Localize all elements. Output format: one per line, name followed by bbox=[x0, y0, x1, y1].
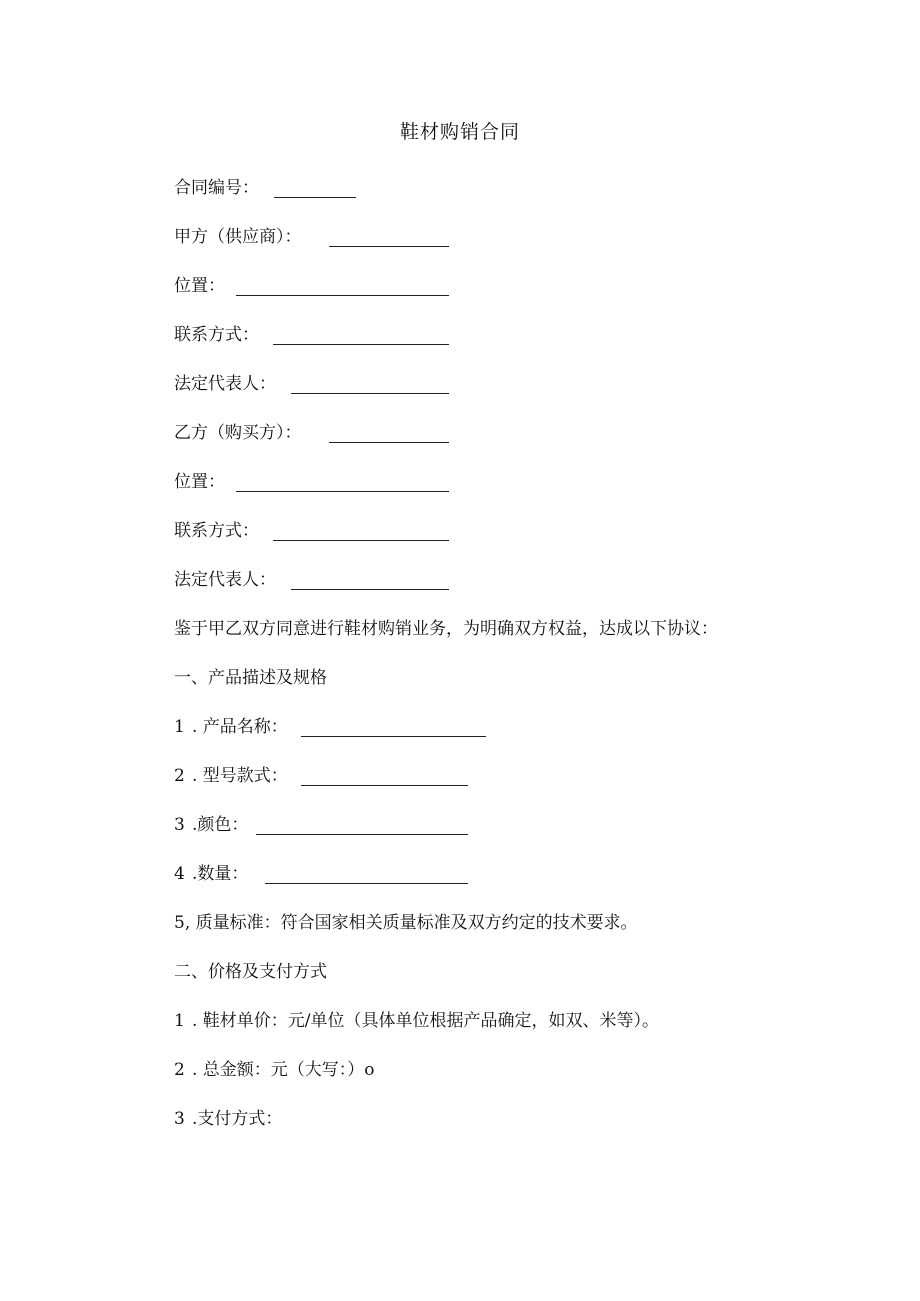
party-a-location-label: 位置： bbox=[174, 276, 225, 296]
party-a-location-blank bbox=[236, 295, 449, 296]
preamble-paragraph: 鉴于甲乙双方同意进行鞋材购销业务，为明确双方权益，达成以下协议： bbox=[174, 619, 718, 639]
section-2-item-3 bbox=[174, 1108, 282, 1130]
section-1-item-2 bbox=[174, 765, 288, 787]
party-b-location-blank bbox=[236, 491, 449, 492]
party-b-location-label: 位置： bbox=[174, 472, 225, 492]
item-number: 2 bbox=[174, 1060, 185, 1080]
party-a-contact-label: 联系方式： bbox=[174, 325, 259, 345]
section-1-item-3 bbox=[174, 814, 248, 836]
item-text: .数量： bbox=[192, 864, 249, 884]
item-number: 1 bbox=[174, 1011, 185, 1031]
section-1-item-1 bbox=[174, 716, 288, 738]
item-text: . 型号款式： bbox=[192, 766, 288, 786]
party-b-blank bbox=[329, 442, 449, 443]
item-text: .颜色： bbox=[192, 815, 249, 835]
section-2-item-1 bbox=[174, 1010, 659, 1032]
section-2-heading: 二、价格及支付方式 bbox=[174, 962, 327, 982]
color-blank bbox=[256, 834, 468, 835]
item-number: 3 bbox=[174, 1109, 185, 1129]
contract-number-blank bbox=[274, 197, 356, 198]
document-title: 鞋材购销合同 bbox=[399, 121, 520, 143]
item-number: 4 bbox=[174, 864, 185, 884]
item-number: 2 bbox=[174, 766, 185, 786]
section-2-item-2 bbox=[174, 1059, 375, 1081]
party-b-representative-label: 法定代表人： bbox=[174, 570, 276, 590]
item-number: 3 bbox=[174, 815, 185, 835]
section-1-heading: 一、产品描述及规格 bbox=[174, 668, 327, 688]
section-1-item-4 bbox=[174, 863, 248, 885]
contract-number-label: 合同编号： bbox=[174, 178, 259, 198]
model-style-blank bbox=[301, 785, 468, 786]
item-text: . 鞋材单价：元/单位（具体单位根据产品确定，如双、米等）。 bbox=[192, 1011, 660, 1031]
party-a-contact-blank bbox=[273, 344, 449, 345]
quantity-blank bbox=[265, 883, 468, 884]
party-b-contact-label: 联系方式： bbox=[174, 521, 259, 541]
party-a-blank bbox=[329, 246, 449, 247]
item-number: 1 bbox=[174, 717, 185, 737]
party-b-label: 乙方（购买方）： bbox=[174, 423, 302, 443]
party-a-label: 甲方（供应商）： bbox=[174, 227, 302, 247]
section-1-item-5: 5, 质量标准：符合国家相关质量标准及双方约定的技术要求。 bbox=[174, 913, 638, 933]
party-b-representative-blank bbox=[291, 589, 449, 590]
party-b-contact-blank bbox=[273, 540, 449, 541]
item-text: . 总金额：元（大写：）o bbox=[192, 1060, 375, 1080]
item-text: .支付方式： bbox=[192, 1109, 283, 1129]
party-a-representative-label: 法定代表人： bbox=[174, 374, 276, 394]
item-text: . 产品名称： bbox=[192, 717, 288, 737]
party-a-representative-blank bbox=[291, 393, 449, 394]
product-name-blank bbox=[301, 736, 486, 737]
